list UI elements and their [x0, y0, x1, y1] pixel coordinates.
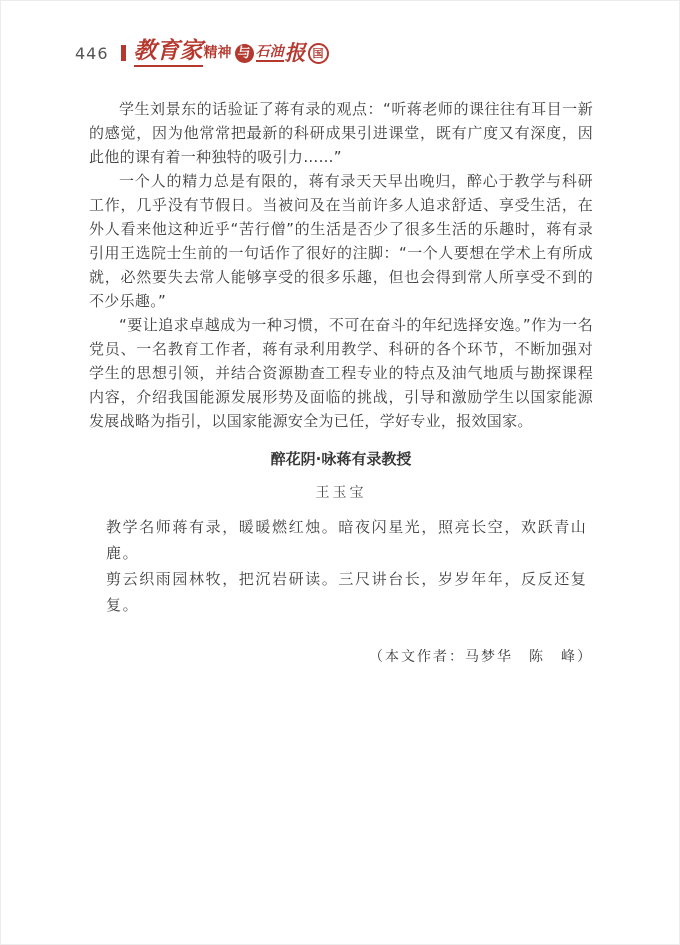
poem-line: 教学名师蒋有录，暖暖燃红烛。暗夜闪星光，照亮长空，欢跃青山鹿。 [106, 518, 588, 562]
logo-guo-circle-icon: 国 [308, 43, 329, 64]
poem-line: 剪云织雨园林牧，把沉岩研读。三尺讲台长，岁岁年年，反反还复复。 [106, 570, 588, 614]
author-attribution: （本文作者：马梦华 陈 峰） [369, 649, 593, 665]
logo-text-jingshen: 精神 [203, 45, 232, 61]
poem-title: 醉花阴·咏蒋有录教授 [270, 450, 412, 468]
poem-author: 王玉宝 [315, 485, 367, 501]
page-header [75, 35, 679, 71]
article-body [89, 97, 593, 666]
paragraph: 学生刘景东的话验证了蒋有录的观点：“听蒋老师的课往往有耳目一新的感觉，因为他常常把最新的科研成果引进课堂，既有广度又有深度，因此他的课有着一种独特的吸引力……” [89, 100, 593, 166]
logo-text-shiyou: 石油 [255, 43, 284, 60]
paragraph: “要让追求卓越成为一种习惯，不可在奋斗的年纪选择安逸。”作为一名党员、一名教育工作者，蒋有录利用教学、科研的各个环节，不断加强对学生的思想引领，并结合资源勘查工程专业的特点及油气地质与勘探课程内容，介绍我国能源发展形势及面临的挑战，引导和激励学生以国家能源发展战略为指引，以国家能源安全为已任，学好专业，报效国家。 [89, 316, 593, 430]
page-number: 446 [75, 43, 109, 63]
series-title-logo [133, 37, 329, 67]
paragraph: 一个人的精力总是有限的，蒋有录天天早出晚归，醉心于教学与科研工作，几乎没有节假日。当被问及在当前许多人追求舒适、享受生活，在外人看来他这种近乎“苦行僧”的生活是否少了很多生活的乐趣时，蒋有录引用王选院士生前的一句话作了很好的注脚：“一个人要想在学术上有所成就，必然要失去常人能够享受的很多乐趣，但也会得到常人所享受不到的不少乐趣。” [89, 172, 593, 310]
logo-text-bao: 报 [284, 40, 306, 65]
poem [89, 514, 593, 618]
logo-text-jiaoyujia: 教育家 [134, 40, 203, 67]
logo-yu-circle-icon: 与 [235, 44, 254, 63]
header-divider-bar [121, 45, 126, 61]
